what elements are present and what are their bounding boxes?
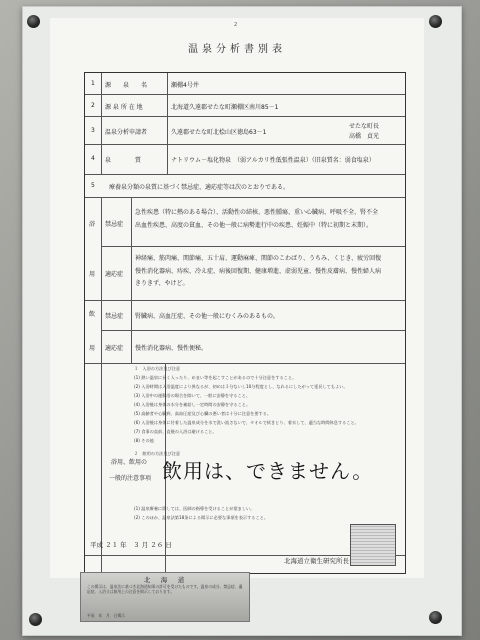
page-number: 2	[234, 22, 238, 28]
plate-footer: 平成 年 月 日掲示	[87, 613, 125, 618]
issuer: 北海道立衛生研究所長	[284, 557, 349, 565]
screw-bottom-left	[29, 613, 42, 626]
screw-bottom-right	[429, 611, 442, 624]
hokkaido-plate	[80, 572, 250, 622]
plate-text: この掲示は、温泉法に基づき北海道知事の許可を受けたものです。温泉の成分、禁忌症、適応症、入浴又は飲用上の注意を掲示しております。	[87, 584, 243, 594]
plate-title: 北 海 道	[143, 576, 187, 584]
drink-indic-text: 慢性消化器病、慢性便秘。	[135, 345, 208, 352]
bath-contra-label: 禁忌症	[105, 221, 124, 228]
spec-table	[84, 72, 406, 574]
caution-label-1: 浴用、飲用の	[111, 459, 148, 466]
bath-indic-label: 適応症	[105, 271, 124, 278]
caution-label-2: 一般的注意事項	[109, 475, 152, 482]
bath-contra-text: 急性疾患（特に熱のある場合）、活動性の結核、悪性腫瘍、重い心臓病、呼吸不全、腎不全 出血性疾患、高度の貧血、その他一般に病勢進行中の疾患、妊娠中（特に初期と末期）。	[135, 209, 379, 229]
drink-label: 飲	[89, 311, 96, 318]
issue-date: 平成 ２１ 年 ３ 月 ２６ 日	[90, 541, 172, 549]
official-seal	[350, 524, 396, 566]
drinking-notes: (1) 温泉療養に際しては、医師の指導を受けることが望ましい。 (2) このほか、温泉法第18条による掲示に必要な事項を表示すること。	[134, 506, 269, 520]
bath-indic-text: 神経痛、筋肉痛、関節痛、五十肩、運動麻痺、関節のこわばり、うちみ、くじき、疲労回復 慢性消化器病、痔疾、冷え症、病後回復期、健康増進、虚弱児童、慢性皮膚病、慢性婦人病 きりきず、やけど。	[135, 255, 382, 287]
row-spring-quality: 4 泉 質 ナトリウム－塩化物泉 （弱アルカリ性低張性温泉）（旧泉質名：弱食塩泉）	[85, 144, 405, 175]
use-label-2: 用	[89, 345, 96, 352]
bathing-notes: １ 入浴の方法及び注意 (1) 熱い温泉に長く入ったり、めまい等を起こすことがあるので十分注意をすること。 (2) 入浴時間は入浴温度により異なるが、初めは３分ないし10分程度とし、なれるにしたがって延長してもよい。 (3) 入浴中の運動浴の場合を除いて、一般に安静を守ること。 (4) 入浴後は身体の水分を補給し一定時間の安静を守ること。 (5) 高齢者や心臓病、高血圧症及び心臓の悪い者は十分に注意を要する。 (6) 入浴後は身体に付着した温泉成分を水で洗い流さないで、タオルで拭きとり、着衣して、適当な時間休息すること。 (7) 食事の直前、直後の入浴は避けること。 (8) その他 ２ 飲用の方法及び注意	[134, 366, 359, 456]
row-source-location: 2 源 泉 所 在 地 北海道久遠郡せたな町瀬棚区南川85－1	[85, 94, 405, 117]
no-drinking-notice: 飲用は、できません。	[162, 459, 374, 483]
use-label-1: 用	[89, 271, 96, 278]
bath-label: 浴	[89, 221, 96, 228]
screw-top-left	[27, 15, 40, 28]
screw-top-right	[429, 15, 442, 28]
row-source-name: 1 源 泉 名 瀬棚4号井	[85, 73, 405, 95]
row-intro: 5 療養泉分類の泉質に基づく禁忌症、適応症等は次のとおりである。	[85, 174, 405, 198]
analysis-sheet	[50, 18, 424, 578]
drink-contra-label: 禁忌症	[105, 313, 124, 320]
document-title: 温泉分析書別表	[188, 44, 286, 55]
drink-indic-label: 適応症	[105, 345, 124, 352]
row-applicant: 3 温泉分析申請者 久遠郡せたな町北桧山区徳島63－1 せたな町長 高橋 貞光	[85, 116, 405, 145]
drink-contra-text: 腎臓病、高血圧症、その他一般にむくみのあるもの。	[135, 313, 279, 320]
